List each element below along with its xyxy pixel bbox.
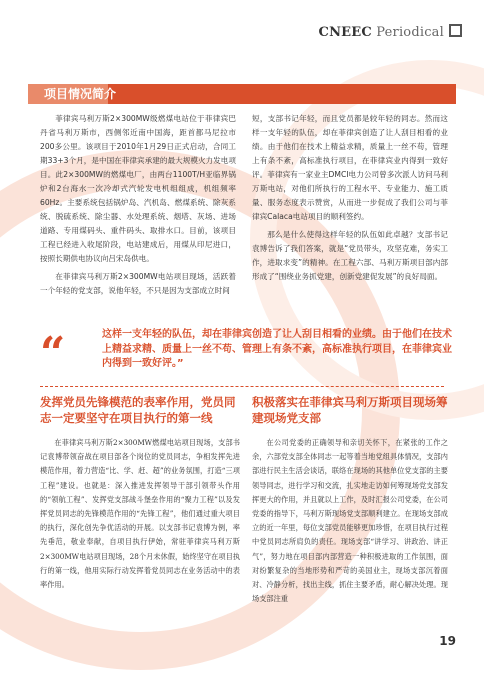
section-divider bbox=[40, 386, 444, 387]
left-section-body bbox=[40, 436, 240, 592]
left-paragraph-1: 菲律宾马利万斯2×300MW级燃煤电站位于菲律宾巴丹省马利万斯市，西侧邻近南中国海，距首都马尼拉市200多公里。该项目于2010年1月29日正式启动，合同工期33+3个月，是中国在菲律宾承建的最大规模火力发电项目。此2×300MW的燃煤电厂，由两台1100T/H亚临界锅炉和2台海水一次冷却式汽轮发电机组组成，机组频率60Hz。主要系统包括锅炉岛、汽机岛、燃煤系统、除灰系统、脱硫系统、除尘器、水处理系统、烟塔、灰场、进场道路、专用煤码头、重件码头、取排水口。目前，该项目工程已经进入收尾阶段，电站建成后，用煤从印尼进口，按照长期供电协议向吕宋岛供电。 bbox=[40, 114, 236, 263]
left-section-paragraph: 在菲律宾马利万斯2×300MW燃煤电站项目现场，支部书记袁博带领奋战在项目部各个岗位的党员同志，争相发挥先进模范作用，着力营造“比、学、赶、超”的业务氛围，打造“三项工程”建设。也就是：深入推进发挥领导干部引领带头作用的“领航工程”、发挥党支部战斗堡垒作用的“聚力工程”以及发挥党员同志的先锋模范作用的“先锋工程”，他们通过重大项目的执行，深化创先争优活动的开展。以支部书记袁博为例，率先垂范，敬业奉献，自项目执行伊始，常驻菲律宾马利万斯2×300MW电站项目现场，28个月未休假，始终坚守在项目执行的第一线，他用实际行动发挥着党员同志在业务活动中的表率作用。 bbox=[40, 438, 240, 590]
page-number: 19 bbox=[439, 634, 456, 648]
left-section-heading: 发挥党员先锋模范的表率作用，党员同志一定要坚守在项目执行的第一线 bbox=[40, 395, 236, 425]
pull-quote-body: 这样一支年轻的队伍，却在菲律宾创造了让人刮目相看的业绩。由于他们在技术上精益求精、质量上一丝不苟、管理上有条不紊，高标准执行项目，在菲律宾业内得到一致好评。 bbox=[102, 329, 452, 369]
quote-close-icon: ” bbox=[177, 358, 184, 369]
brand-square-icon bbox=[449, 24, 462, 37]
pull-quote-text bbox=[102, 328, 454, 372]
section-title: 项目情况简介 bbox=[44, 87, 117, 101]
right-paragraph-1: 短，支部书记年轻，而且党员都是较年轻的同志。然而这样一支年轻的队伍，却在菲律宾创造了让人刮目相看的业绩。由于他们在技术上精益求精，质量上一丝不苟，管理上有条不紊，高标准执行项目，在菲律宾业内得到一致好评。菲律宾有一家业主DMCI电力公司曾多次派人访问马利万斯电站，对他们所执行的工程水平、专业能力、施工质量、服务态度表示赞赏，从而进一步促成了我们公司与菲律宾Calaca电站项目的顺利签约。 bbox=[252, 114, 448, 221]
right-section-heading: 积极落实在菲律宾马利万斯项目现场筹建现场党支部 bbox=[252, 395, 448, 425]
right-column bbox=[252, 112, 448, 288]
brand-bold: CNEEC bbox=[318, 25, 372, 40]
right-paragraph-2: 那么是什么使得这样年轻的队伍如此卓越？支部书记袁博告诉了我们答案，就是“党员带头，攻坚克难，务实工作，进取求变”的精神。在工程六部、马利万斯项目部内部形成了“围绕业务抓党建，创新党建促发展”的良好局面。 bbox=[252, 230, 448, 281]
periodical-brand bbox=[319, 25, 444, 40]
left-column bbox=[40, 112, 236, 302]
right-section-body bbox=[252, 436, 448, 606]
quote-open-icon: “ bbox=[40, 328, 66, 379]
brand-rest: Periodical bbox=[371, 25, 444, 40]
right-section-paragraph: 在公司党委的正确领导和亲切关怀下，在紧张的工作之余，六部党支部全体同志一起等着当地党组具体情况，支部内部进行民主生活会谈话，联络在现场的其他单位党支部的主要领导同志，进行学习和交流，扎实地走访如何筹现场党支部发挥更大的作用，并且就以上工作，及时汇报公司党委，在公司党委的指导下，马利万斯现场党支部顺利建立。在现场支部成立的近一年里，每位支部党员能够更加珍惜，在项目执行过程中党员同志所肩负的责任。现场支部“讲学习、讲政治、讲正气”，努力地在项目部内部营造一种积极进取的工作氛围，面对纷繁复杂的当地形势和严苛的美国业主，现场支部沉着面对、冷静分析，找出主线，抓住主要矛盾，耐心解决处理。现场支部注重 bbox=[252, 438, 448, 604]
left-paragraph-2: 在菲律宾马利万斯2×300MW电站项目现场，活跃着一个年轻的党支部，说他年轻，不只是因为支部成立时间 bbox=[40, 272, 236, 295]
page-header bbox=[0, 0, 484, 60]
